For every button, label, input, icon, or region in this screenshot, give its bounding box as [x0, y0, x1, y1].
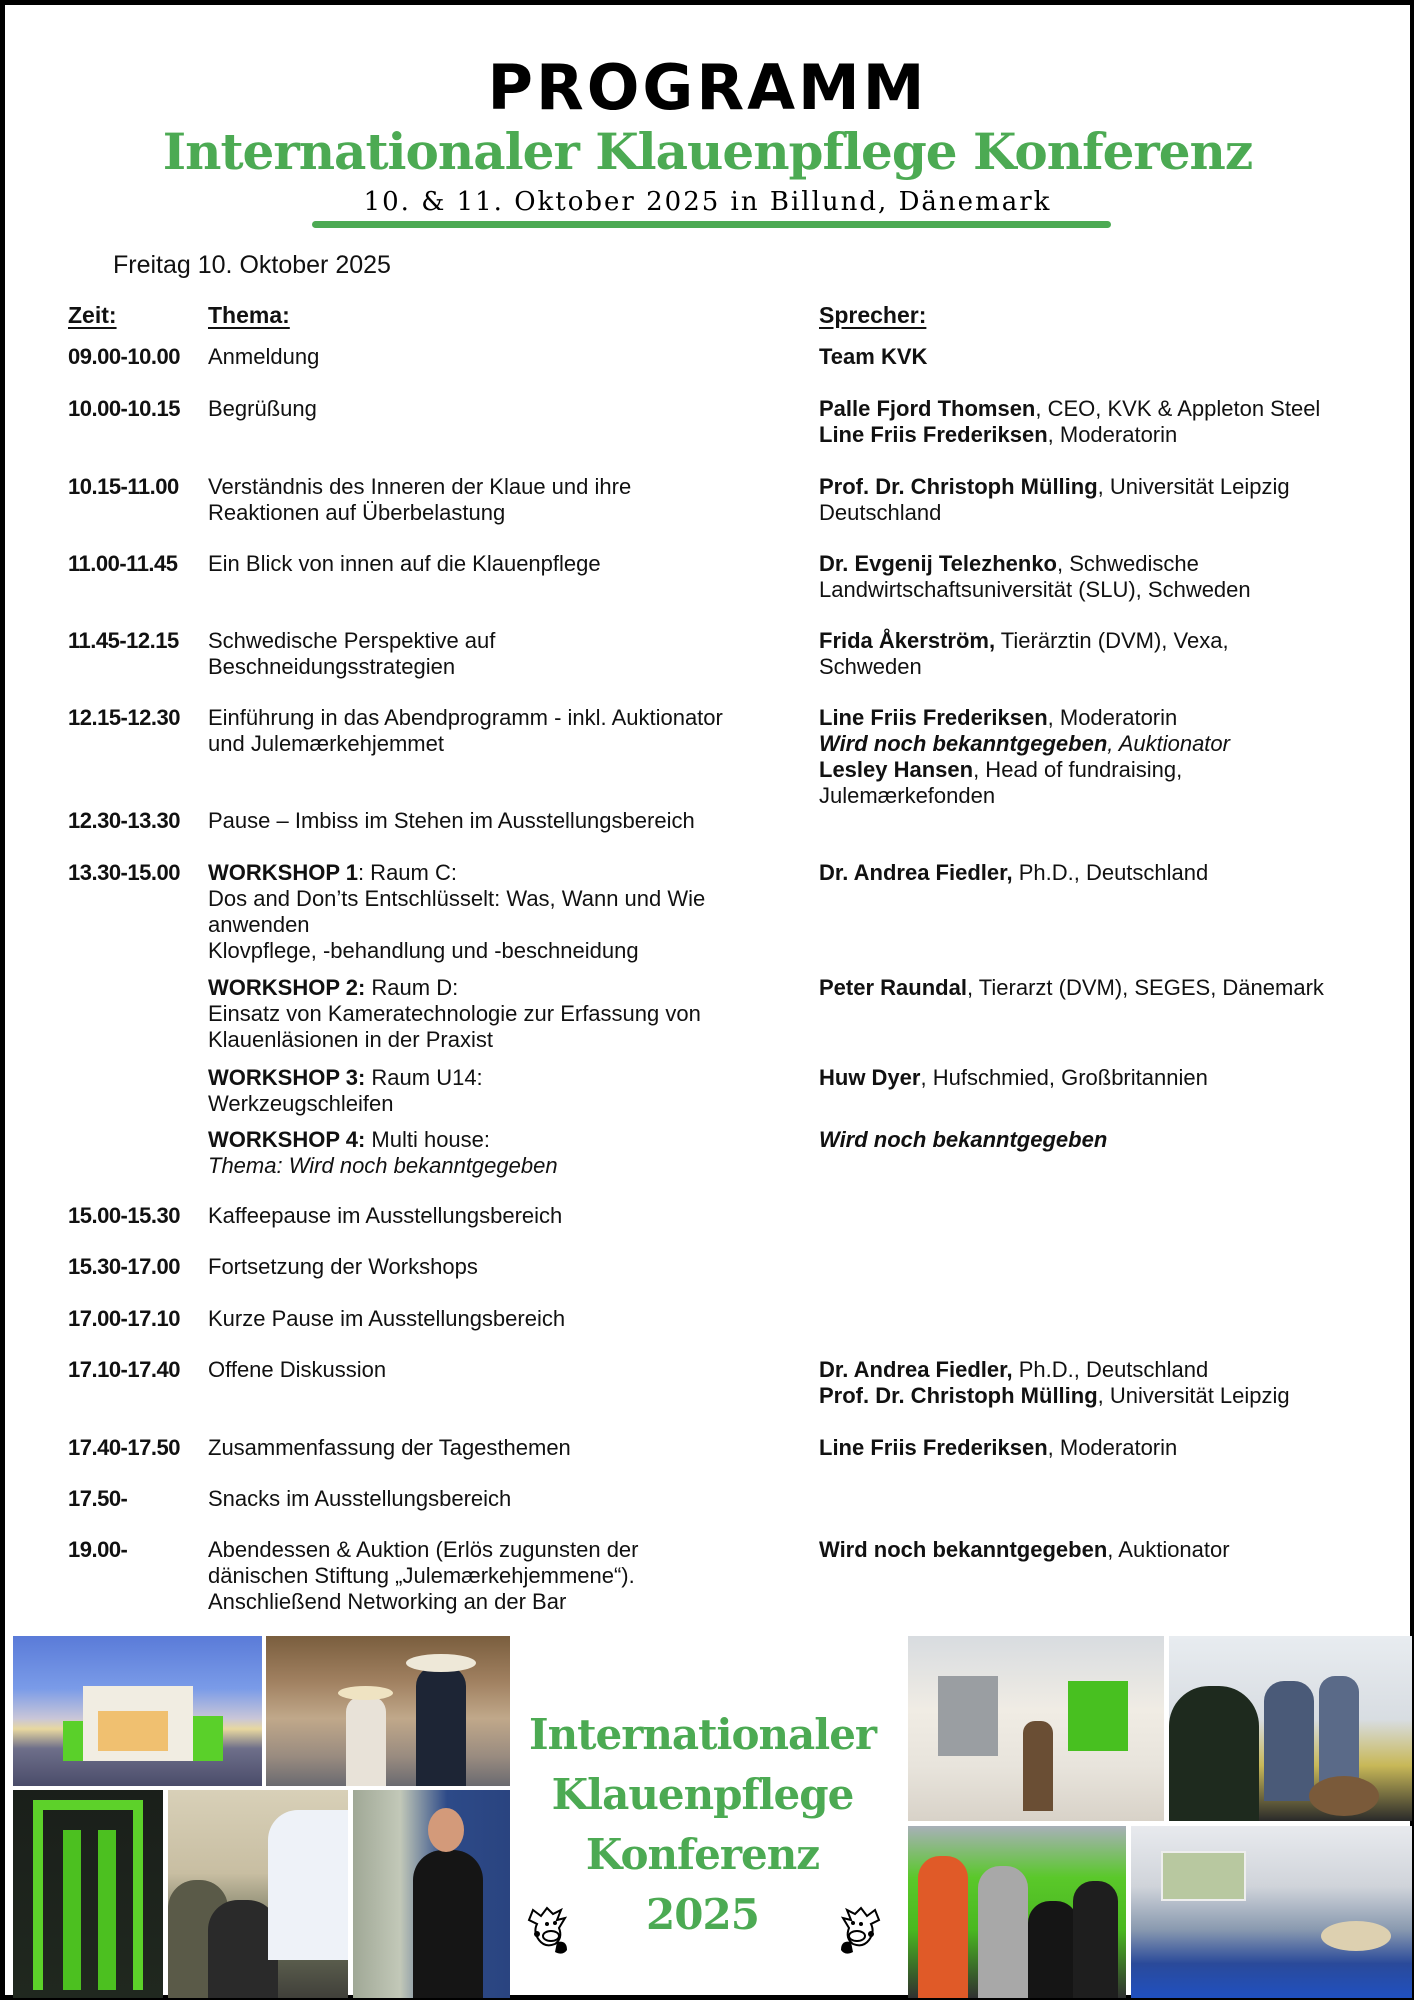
speaker-name: Wird noch bekanntgegeben	[819, 1127, 1108, 1152]
speaker-cell	[819, 1357, 1414, 1409]
speaker-name: Team KVK	[819, 344, 928, 369]
speaker-cell	[819, 975, 1414, 1001]
logo-line: Internationaler	[528, 1710, 877, 1759]
speaker-cell	[819, 551, 1414, 603]
speaker-role: Julemærkefonden	[819, 783, 996, 808]
topic-line: Reaktionen auf Überbelastung	[208, 500, 506, 525]
speaker-role: Ph.D., Deutschland	[1012, 860, 1209, 885]
topic-line: dänischen Stiftung „Julemærkehjemmene“).	[208, 1563, 635, 1588]
speaker-name: Peter Raundal	[819, 975, 967, 1000]
topic-line: Einführung in das Abendprogramm - inkl. Auktionator	[208, 705, 723, 730]
time-cell: 19.00-	[68, 1537, 128, 1562]
speaker-name: Huw Dyer	[819, 1065, 921, 1090]
topic-cell	[208, 1254, 808, 1280]
logo-line: Klauenpflege	[551, 1770, 854, 1819]
speaker-entry	[819, 783, 1414, 809]
speaker-role: , Hufschmied, Großbritannien	[920, 1065, 1208, 1090]
day-heading: Freitag 10. Oktober 2025	[113, 251, 391, 279]
topic-cell	[208, 1357, 808, 1383]
speaker-name: Wird noch bekanntgegeben	[819, 731, 1108, 756]
logo-line: 2025	[646, 1890, 759, 1939]
time-cell: 15.30-17.00	[68, 1254, 180, 1279]
speaker-entry	[819, 1383, 1414, 1409]
cow-mascot-icon	[523, 1898, 583, 1958]
workshop-description: Thema: Wird noch bekanntgegeben	[208, 1153, 558, 1178]
speaker-entry	[819, 860, 1414, 886]
topic-line: Anmeldung	[208, 344, 320, 369]
topic-cell	[208, 474, 808, 526]
workshop-room: Raum U14:	[365, 1065, 483, 1090]
speaker-entry	[819, 577, 1414, 603]
cheering-group-photo	[908, 1826, 1126, 1998]
topic-line: Pause – Imbiss im Stehen im Ausstellungsbereich	[208, 808, 695, 833]
speaker-presenting-photo	[353, 1790, 510, 1998]
hoof-dissection-demo-photo	[1169, 1636, 1412, 1821]
speaker-role: , Moderatorin	[1047, 422, 1178, 447]
speaker-entry	[819, 422, 1414, 448]
time-cell: 10.00-10.15	[68, 396, 180, 421]
topic-line: und Julemærkehjemmet	[208, 731, 444, 756]
time-cell: 17.40-17.50	[68, 1435, 180, 1460]
speaker-cell	[819, 1435, 1414, 1461]
speaker-entry	[819, 551, 1414, 577]
topic-line: Snacks im Ausstellungsbereich	[208, 1486, 512, 1511]
speaker-cell	[819, 1127, 1414, 1153]
workshop-topic	[208, 1127, 808, 1179]
speaker-entry	[819, 975, 1414, 1001]
venue-entrance-photo	[13, 1636, 262, 1786]
conference-name: Internationaler Klauenpflege Konferenz	[162, 122, 1253, 181]
speaker-cell	[819, 1537, 1414, 1563]
conference-dateline: 10. & 11. Oktober 2025 in Billund, Dänemark	[363, 187, 1052, 217]
speaker-entry	[819, 1537, 1414, 1563]
speaker-role: Landwirtschaftsuniversität (SLU), Schweden	[819, 577, 1251, 602]
speaker-role: , Head of fundraising,	[973, 757, 1183, 782]
speaker-entry	[819, 705, 1414, 731]
workshop-description: Klovpflege, -behandlung und -beschneidung	[208, 938, 639, 963]
speaker-entry	[819, 474, 1414, 500]
workshop-room: : Raum C:	[357, 860, 457, 885]
speaker-entry	[819, 1065, 1414, 1091]
time-cell: 09.00-10.00	[68, 344, 180, 369]
speaker-cell	[819, 344, 1414, 370]
workshop-topic	[208, 860, 808, 964]
topic-line: Schwedische Perspektive auf	[208, 628, 496, 653]
speaker-role: Tierärztin (DVM), Vexa,	[995, 628, 1229, 653]
speaker-name: Dr. Andrea Fiedler,	[819, 1357, 1013, 1382]
time-cell: 17.50-	[68, 1486, 128, 1511]
topic-cell	[208, 1537, 808, 1615]
topic-cell	[208, 551, 808, 577]
workshop-label: WORKSHOP 4:	[208, 1127, 366, 1152]
topic-line: Kurze Pause im Ausstellungsbereich	[208, 1306, 566, 1331]
time-cell: 15.00-15.30	[68, 1203, 180, 1228]
time-cell: 13.30-15.00	[68, 860, 180, 885]
workshop-description: Dos and Don’ts Entschlüsselt: Was, Wann und Wie	[208, 886, 706, 911]
topic-line: Verständnis des Inneren der Klaue und ihre	[208, 474, 632, 499]
workshop-heading	[208, 1065, 808, 1091]
topic-cell	[208, 1306, 808, 1332]
speaker-name: Prof. Dr. Christoph Mülling	[819, 474, 1098, 499]
time-cell: 11.45-12.15	[68, 628, 179, 653]
speaker-entry	[819, 500, 1414, 526]
speaker-role: , Schwedische	[1057, 551, 1199, 576]
workshop-description: Werkzeugschleifen	[208, 1091, 394, 1116]
speaker-cell	[819, 860, 1414, 886]
workshop-heading	[208, 975, 808, 1001]
speaker-role: , Auktionator	[1107, 731, 1230, 756]
workshop-room: Multi house:	[365, 1127, 491, 1152]
speaker-entry	[819, 731, 1414, 757]
topic-cell	[208, 396, 808, 422]
topic-cell	[208, 705, 808, 757]
topic-cell	[208, 344, 808, 370]
exhibition-hall-photo	[908, 1636, 1164, 1821]
speaker-name: Line Friis Frederiksen	[819, 1435, 1048, 1460]
time-cell: 17.00-17.10	[68, 1306, 180, 1331]
speaker-role: , Moderatorin	[1047, 705, 1178, 730]
workshop-heading	[208, 1127, 808, 1153]
speaker-name: Frida Åkerström,	[819, 628, 996, 653]
speaker-entry	[819, 1435, 1414, 1461]
time-cell: 17.10-17.40	[68, 1357, 180, 1382]
speaker-cell	[819, 474, 1414, 526]
speaker-entry	[819, 1127, 1414, 1153]
workshop-description: Klauenläsionen in der Praxist	[208, 1027, 493, 1052]
topic-line: Abendessen & Auktion (Erlös zugunsten der	[208, 1537, 639, 1562]
column-header-speaker: Sprecher:	[819, 302, 927, 328]
workshop-label: WORKSHOP 1	[208, 860, 358, 885]
topic-cell	[208, 1203, 808, 1229]
topic-line: Ein Blick von innen auf die Klauenpflege	[208, 551, 601, 576]
speaker-name: Line Friis Frederiksen	[819, 705, 1048, 730]
topic-cell	[208, 808, 808, 834]
workshop-description: anwenden	[208, 912, 310, 937]
topic-cell	[208, 1486, 808, 1512]
cow-mascot-icon	[825, 1898, 885, 1958]
topic-cell	[208, 628, 808, 680]
topic-line: Anschließend Networking an der Bar	[208, 1589, 567, 1614]
time-cell: 10.15-11.00	[68, 474, 179, 499]
workshop-heading	[208, 860, 808, 886]
speaker-cell	[819, 628, 1414, 680]
page-title: PROGRAMM	[487, 51, 928, 124]
speaker-role: , Tierarzt (DVM), SEGES, Dänemark	[966, 975, 1324, 1000]
speaker-role: , Auktionator	[1107, 1537, 1230, 1562]
speaker-entry	[819, 757, 1414, 783]
speaker-entry	[819, 344, 1414, 370]
workshop-label: WORKSHOP 2:	[208, 975, 366, 1000]
speaker-entry	[819, 628, 1414, 654]
speaker-role: , Universität Leipzig	[1097, 1383, 1290, 1408]
auditorium-photo	[1131, 1826, 1412, 1998]
speaker-name: Prof. Dr. Christoph Mülling	[819, 1383, 1098, 1408]
speaker-role: Schweden	[819, 654, 922, 679]
speaker-entry	[819, 654, 1414, 680]
topic-line: Begrüßung	[208, 396, 317, 421]
topic-line: Zusammenfassung der Tagesthemen	[208, 1435, 571, 1460]
topic-line: Fortsetzung der Workshops	[208, 1254, 478, 1279]
speaker-role: Deutschland	[819, 500, 942, 525]
speaker-name: Dr. Evgenij Telezhenko	[819, 551, 1057, 576]
speaker-role: , Universität Leipzig	[1097, 474, 1290, 499]
topic-line: Kaffeepause im Ausstellungsbereich	[208, 1203, 563, 1228]
time-cell: 12.15-12.30	[68, 705, 180, 730]
workshop-topic	[208, 1065, 808, 1117]
auctioneers-photo	[266, 1636, 510, 1786]
time-cell: 12.30-13.30	[68, 808, 180, 833]
speaker-cell	[819, 1065, 1414, 1091]
column-header-time: Zeit:	[68, 302, 117, 328]
speaker-role: , Moderatorin	[1047, 1435, 1178, 1460]
green-hoof-chute-photo	[13, 1790, 163, 1998]
workshop-room: Raum D:	[365, 975, 459, 1000]
speaker-name: Line Friis Frederiksen	[819, 422, 1048, 447]
topic-cell	[208, 1435, 808, 1461]
speaker-name: Wird noch bekanntgegeben	[819, 1537, 1108, 1562]
speaker-entry	[819, 396, 1414, 422]
speaker-name: Palle Fjord Thomsen	[819, 396, 1036, 421]
logo-line: Konferenz	[585, 1830, 820, 1879]
workshop-label: WORKSHOP 3:	[208, 1065, 366, 1090]
speaker-name: Dr. Andrea Fiedler,	[819, 860, 1013, 885]
workshop-description: Einsatz von Kameratechnologie zur Erfassung von	[208, 1001, 701, 1026]
speaker-entry	[819, 1357, 1414, 1383]
workshop-topic	[208, 975, 808, 1053]
header-divider	[312, 221, 1111, 228]
time-cell: 11.00-11.45	[68, 551, 178, 576]
speaker-cell	[819, 396, 1414, 448]
topic-line: Offene Diskussion	[208, 1357, 387, 1382]
column-header-topic: Thema:	[208, 302, 290, 328]
topic-line: Beschneidungsstrategien	[208, 654, 456, 679]
speaker-role: Ph.D., Deutschland	[1012, 1357, 1209, 1382]
speaker-name: Lesley Hansen	[819, 757, 974, 782]
speaker-role: , CEO, KVK & Appleton Steel	[1035, 396, 1321, 421]
speaker-cell	[819, 705, 1414, 809]
workshop-hoof-trimming-photo	[168, 1790, 348, 1998]
